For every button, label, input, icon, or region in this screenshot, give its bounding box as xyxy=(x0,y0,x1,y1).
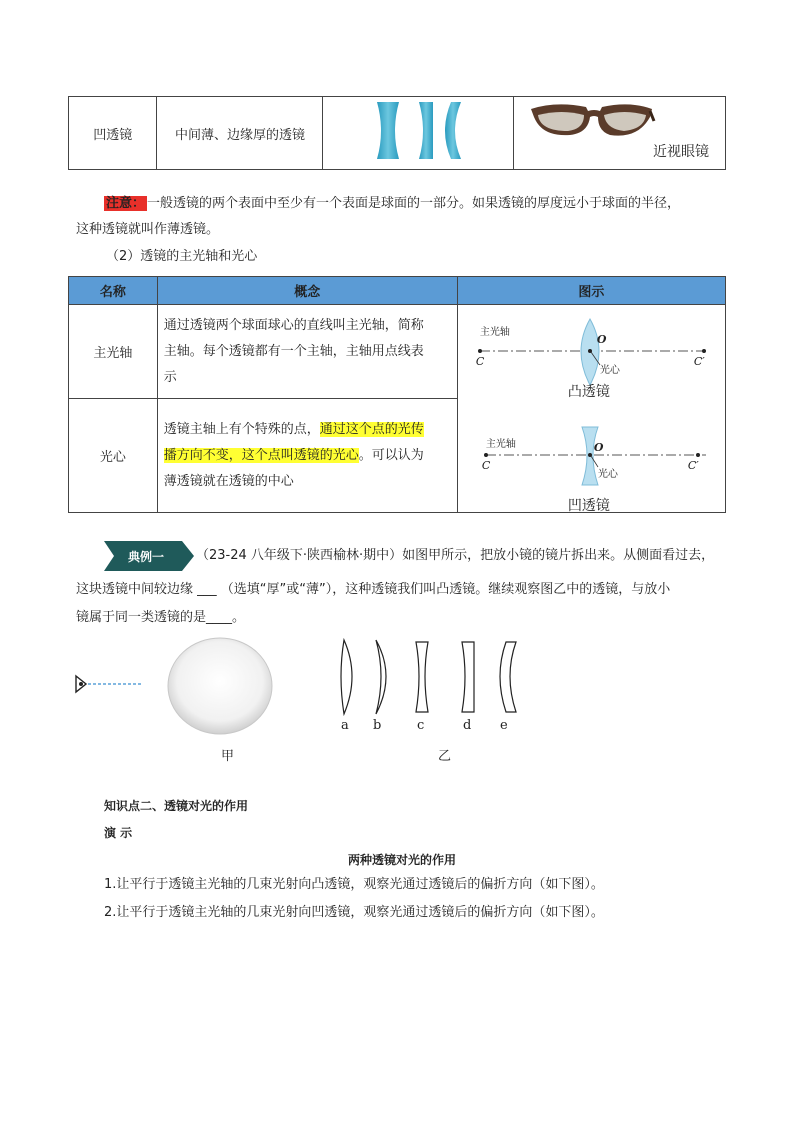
magnifier-lens-figure xyxy=(70,636,280,736)
lens-diagrams xyxy=(458,305,726,513)
convex-c2-label: C′ xyxy=(693,355,705,368)
example-tag: 典例一 xyxy=(128,550,165,564)
meniscus-concave-lens xyxy=(445,102,461,159)
convex-c-label: C xyxy=(475,355,485,368)
concave-axis-label: 主光轴 xyxy=(485,439,516,450)
row2-line-1 xyxy=(164,417,451,443)
convex-caption: 凸透镜 xyxy=(567,384,610,400)
row2-name-cell xyxy=(69,399,158,513)
concave-desc-cell xyxy=(157,97,323,170)
lens-e xyxy=(500,642,516,712)
glasses-caption: 近视眼镜 xyxy=(653,144,709,160)
note-line-2: 这种透镜就叫作薄透镜。 xyxy=(76,222,220,237)
point-c-left xyxy=(478,349,482,353)
row2-line-3: 薄透镜就在透镜的中心 xyxy=(163,473,294,489)
concave-center-label: 光心 xyxy=(597,469,618,480)
row2-l1a: 透镜主轴上有个特殊的点， xyxy=(163,421,320,437)
concave-o-label: O xyxy=(593,441,604,454)
example-line-3: 镜属于同一类透镜的是____。 xyxy=(76,610,246,625)
note-text-1: 一般透镜的两个表面中至少有一个表面是球面的一部分。如果透镜的厚度远小于球面的半径， xyxy=(147,196,681,211)
concave-axis-diagram xyxy=(458,415,726,505)
lens-label-a: a xyxy=(341,718,349,733)
row1-name: 主光轴 xyxy=(93,346,133,361)
kp2-item-1: 1.让平行于透镜主光轴的几束光射向凸透镜，观察光通过透镜后的偏折方向（如下图）。 xyxy=(104,877,604,892)
magnifier-lens xyxy=(168,638,272,734)
row2-line-2 xyxy=(164,443,451,469)
note-tag: 注意： xyxy=(106,196,146,211)
row2-l2b: 。可以认为 xyxy=(358,447,424,463)
concave-desc: 中间薄、边缘厚的透镜 xyxy=(174,127,305,143)
kp2-demo: 演 示 xyxy=(104,826,133,840)
row2-l2a: 播方向不变，这个点叫透镜的光心 xyxy=(163,447,359,463)
kp2-center-title: 两种透镜对光的作用 xyxy=(348,853,457,867)
point-c-right-2 xyxy=(696,453,700,457)
concave-name-cell xyxy=(69,97,157,170)
convex-center-label: 光心 xyxy=(599,365,620,376)
axis-table xyxy=(68,276,726,513)
concave-lens-table xyxy=(68,96,726,170)
plano-concave-lens xyxy=(419,102,433,159)
example-line-2: 这块透镜中间较边缘 ___ （选填“厚”或“薄”），这种透镜我们叫凸透镜。继续观察图乙中的透镜，与放小 xyxy=(76,582,671,597)
concave-shapes-cell xyxy=(323,97,514,170)
point-c-left-2 xyxy=(484,453,488,457)
row2-concept-cell xyxy=(157,399,457,513)
label-yi: 乙 xyxy=(438,749,452,764)
row1-line-3: 示 xyxy=(163,369,177,385)
glasses-image xyxy=(526,99,656,149)
kp2-item-2: 2.让平行于透镜主光轴的几束光射向凹透镜，观察光通过透镜后的偏折方向（如下图）。 xyxy=(104,905,604,920)
glasses-cell xyxy=(514,97,726,170)
row1-concept-cell xyxy=(157,305,457,399)
row2-name: 光心 xyxy=(99,450,126,465)
lens-d xyxy=(462,642,474,712)
concave-caption: 凹透镜 xyxy=(567,498,610,514)
diagram-cell xyxy=(457,305,725,513)
row2-l1b: 通过这个点的光传 xyxy=(319,421,424,437)
section2-title: （2）透镜的主光轴和光心 xyxy=(106,249,258,264)
lens-label-b: b xyxy=(373,718,382,733)
convex-o-label: O xyxy=(596,333,607,346)
lens-a xyxy=(341,640,352,714)
lens-b xyxy=(376,640,386,714)
concave-c2-label: C′ xyxy=(687,459,699,472)
lens-c xyxy=(416,642,428,712)
label-jia: 甲 xyxy=(221,749,235,764)
header-diagram: 图示 xyxy=(457,277,725,305)
biconcave-lens xyxy=(377,102,399,159)
concave-name: 凹透镜 xyxy=(93,127,133,143)
convex-axis-label: 主光轴 xyxy=(479,327,510,338)
point-c-right xyxy=(702,349,706,353)
row1-line-2: 主轴。每个透镜都有一个主轴，主轴用点线表 xyxy=(163,343,424,359)
row1-name-cell xyxy=(69,305,158,399)
lens-label-d: d xyxy=(463,718,472,733)
example-line-1: （23-24 八年级下·陕西榆林·期中）如图甲所示，把放小镜的镜片拆出来。从侧面看过去， xyxy=(196,548,715,563)
kp2-title: 知识点二、透镜对光的作用 xyxy=(104,799,249,813)
concave-lens-shapes xyxy=(323,97,513,165)
lens-label-e: e xyxy=(500,718,508,733)
lens-set-figure xyxy=(330,636,530,720)
row1-line-1: 通过透镜两个球面球心的直线叫主光轴，简称 xyxy=(163,317,424,333)
header-concept: 概念 xyxy=(157,277,457,305)
concave-c-label: C xyxy=(481,459,491,472)
header-name: 名称 xyxy=(69,277,158,305)
lens-label-c: c xyxy=(417,718,425,733)
note-line-1 xyxy=(104,191,680,217)
